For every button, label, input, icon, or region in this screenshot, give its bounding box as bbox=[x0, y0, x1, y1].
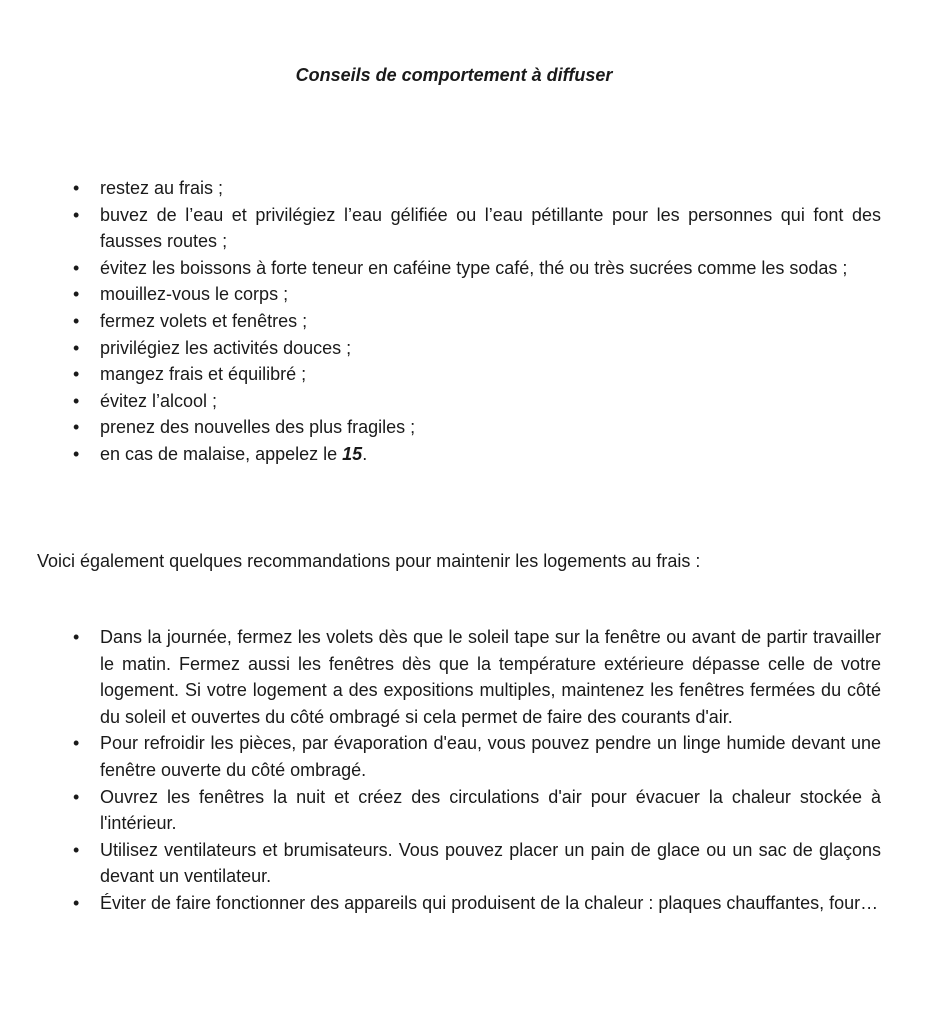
list-item bbox=[73, 730, 881, 783]
bullet-icon: • bbox=[73, 417, 80, 438]
emergency-text: en cas de malaise, appelez le bbox=[100, 443, 343, 464]
bullet-icon: • bbox=[73, 390, 80, 411]
emergency-list-item bbox=[73, 441, 881, 468]
list-item bbox=[73, 255, 881, 282]
bullet-icon: • bbox=[73, 204, 80, 225]
bullet-icon: • bbox=[73, 364, 80, 385]
list-item-text: évitez l’alcool ; bbox=[100, 390, 218, 411]
list-item bbox=[73, 308, 881, 335]
list-item bbox=[73, 361, 881, 388]
list-item-text: Utilisez ventilateurs et brumisateurs. Vous pouvez placer un pain de glace ou un sac de glaçons devant un ventilateur. bbox=[100, 839, 881, 887]
bullet-icon: • bbox=[73, 627, 80, 647]
list-item bbox=[73, 281, 881, 308]
list-item-text: Pour refroidir les pièces, par évaporation d'eau, vous pouvez pendre un linge humide devant une fenêtre ouverte du côté ombragé. bbox=[100, 733, 881, 780]
list-item bbox=[73, 624, 881, 730]
bullet-icon: • bbox=[73, 443, 80, 464]
bullet-icon: • bbox=[73, 733, 80, 754]
emergency-number: 15 bbox=[342, 443, 363, 464]
page-title: Conseils de comportement à diffuser bbox=[295, 65, 613, 85]
list-item bbox=[73, 784, 881, 837]
bullet-icon: • bbox=[73, 310, 80, 331]
list-item-text: privilégiez les activités douces ; bbox=[100, 337, 352, 358]
list-item-text: fermez volets et fenêtres ; bbox=[100, 310, 308, 331]
bullet-icon: • bbox=[73, 284, 80, 305]
list-item bbox=[73, 175, 881, 202]
list-item bbox=[73, 890, 881, 917]
list-item-text: prenez des nouvelles des plus fragiles ; bbox=[100, 417, 416, 438]
bullet-icon: • bbox=[73, 337, 80, 358]
bullet-icon: • bbox=[73, 892, 80, 913]
list-item bbox=[73, 414, 881, 441]
list-item-text: mangez frais et équilibré ; bbox=[100, 364, 307, 385]
list-item-text: restez au frais ; bbox=[100, 178, 224, 198]
list-item bbox=[73, 837, 881, 890]
bullet-icon: • bbox=[73, 786, 80, 807]
bullet-icon: • bbox=[73, 257, 80, 278]
list-item-text: mouillez-vous le corps ; bbox=[100, 284, 289, 305]
list-item-text: Éviter de faire fonctionner des appareils qui produisent de la chaleur : plaques chauffantes, four… bbox=[100, 892, 879, 913]
list-item bbox=[73, 202, 881, 255]
list-item-text: évitez les boissons à forte teneur en caféine type café, thé ou très sucrées comme les sodas ; bbox=[100, 257, 848, 278]
emergency-suffix: . bbox=[362, 443, 368, 464]
list-item bbox=[73, 335, 881, 362]
housing-advice-list bbox=[73, 624, 881, 917]
bullet-icon: • bbox=[73, 178, 80, 198]
list-item-text: Dans la journée, fermez les volets dès que le soleil tape sur la fenêtre ou avant de partir travailler le matin. Fermez aussi les fenêtres dès que la température extérieure dépasse celle de votre logement. Si votre logement a des expositions multiples, maintenez les fenêtres fermées du côté du soleil et ouvertes du côté ombragé si cela permet de faire des courants d'air. bbox=[100, 627, 881, 727]
bullet-icon: • bbox=[73, 839, 80, 860]
list-item-text: buvez de l’eau et privilégiez l’eau gélifiée ou l’eau pétillante pour les personnes qui font des fausses routes ; bbox=[100, 204, 881, 252]
list-item bbox=[73, 388, 881, 415]
behavior-advice-list bbox=[73, 175, 881, 468]
list-item-text: Ouvrez les fenêtres la nuit et créez des circulations d'air pour évacuer la chaleur stockée à l'intérieur. bbox=[100, 786, 881, 834]
housing-intro: Voici également quelques recommandations pour maintenir les logements au frais : bbox=[37, 551, 701, 571]
